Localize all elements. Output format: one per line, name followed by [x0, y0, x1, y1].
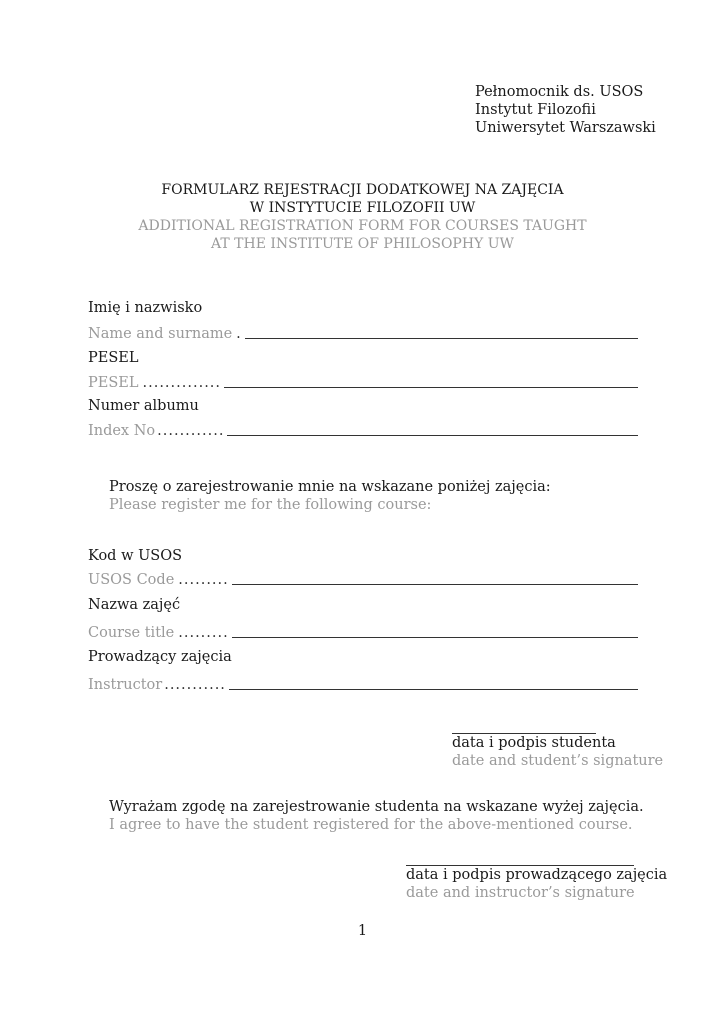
consent-pl: Wyrażam zgodę na zarejestrowanie studenta na wskazane wyżej zajęcia. — [109, 799, 644, 815]
consent-paragraph — [109, 798, 644, 834]
pesel-dots: .............. — [142, 375, 222, 391]
index-input-line[interactable] — [227, 434, 638, 436]
instructor-label-en: Instructor — [88, 677, 163, 693]
instructor-signature-block — [406, 866, 667, 902]
code-dots: ......... — [178, 572, 229, 588]
name-field[interactable] — [88, 322, 638, 342]
index-field[interactable] — [88, 419, 638, 439]
title-en-line-1: ADDITIONAL REGISTRATION FORM FOR COURSES TAUGHT — [138, 218, 587, 234]
instructor-field[interactable] — [88, 673, 638, 693]
code-label-pl: Kod w USOS — [88, 548, 183, 564]
title-pl-line-1: FORMULARZ REJESTRACJI DODATKOWEJ NA ZAJĘCIA — [161, 182, 564, 198]
pesel-label-pl: PESEL — [88, 350, 139, 366]
title-pl-line-2: W INSTYTUCIE FILOZOFII UW — [249, 200, 476, 216]
student-signature-block — [452, 734, 663, 770]
page-number: 1 — [357, 923, 368, 939]
course-title-input-line[interactable] — [232, 636, 638, 638]
recipient-line-1: Pełnomocnik ds. USOS — [475, 84, 644, 100]
instructor-signature-en: date and instructor’s signature — [406, 885, 635, 901]
pesel-input-line[interactable] — [224, 386, 638, 388]
index-dots: ............ — [157, 423, 225, 439]
name-label-en: Name and surname — [88, 326, 233, 342]
code-input-line[interactable] — [232, 583, 638, 585]
index-label-en: Index No — [88, 423, 156, 439]
course-title-label-en: Course title — [88, 625, 175, 641]
student-signature-pl: data i podpis studenta — [452, 735, 616, 751]
pesel-label-en: PESEL — [88, 375, 139, 391]
course-title-field[interactable] — [88, 621, 638, 641]
recipient-block — [475, 83, 656, 137]
code-field[interactable] — [88, 568, 638, 588]
request-pl: Proszę o zarejestrowanie mnie na wskazane poniżej zajęcia: — [109, 479, 551, 495]
index-label-pl: Numer albumu — [88, 398, 199, 414]
name-dots: . — [236, 326, 242, 342]
request-paragraph — [109, 478, 551, 514]
course-title-dots: ......... — [178, 625, 229, 641]
recipient-line-2: Instytut Filozofii — [475, 102, 596, 118]
instructor-input-line[interactable] — [229, 688, 638, 690]
name-input-line[interactable] — [245, 337, 638, 339]
consent-en: I agree to have the student registered for the above-mentioned course. — [109, 817, 633, 833]
instructor-label-pl: Prowadzący zajęcia — [88, 649, 232, 665]
instructor-signature-pl: data i podpis prowadzącego zajęcia — [406, 867, 668, 883]
student-signature-en: date and student’s signature — [452, 753, 664, 769]
instructor-dots: ........... — [164, 677, 226, 693]
course-title-label-pl: Nazwa zajęć — [88, 597, 181, 613]
request-en: Please register me for the following course: — [109, 497, 432, 513]
recipient-line-3: Uniwersytet Warszawski — [475, 120, 656, 136]
title-en-line-2: AT THE INSTITUTE OF PHILOSOPHY UW — [211, 236, 514, 252]
pesel-field[interactable] — [88, 371, 638, 391]
form-title — [0, 181, 725, 253]
code-label-en: USOS Code — [88, 572, 175, 588]
name-label-pl: Imię i nazwisko — [88, 300, 203, 316]
